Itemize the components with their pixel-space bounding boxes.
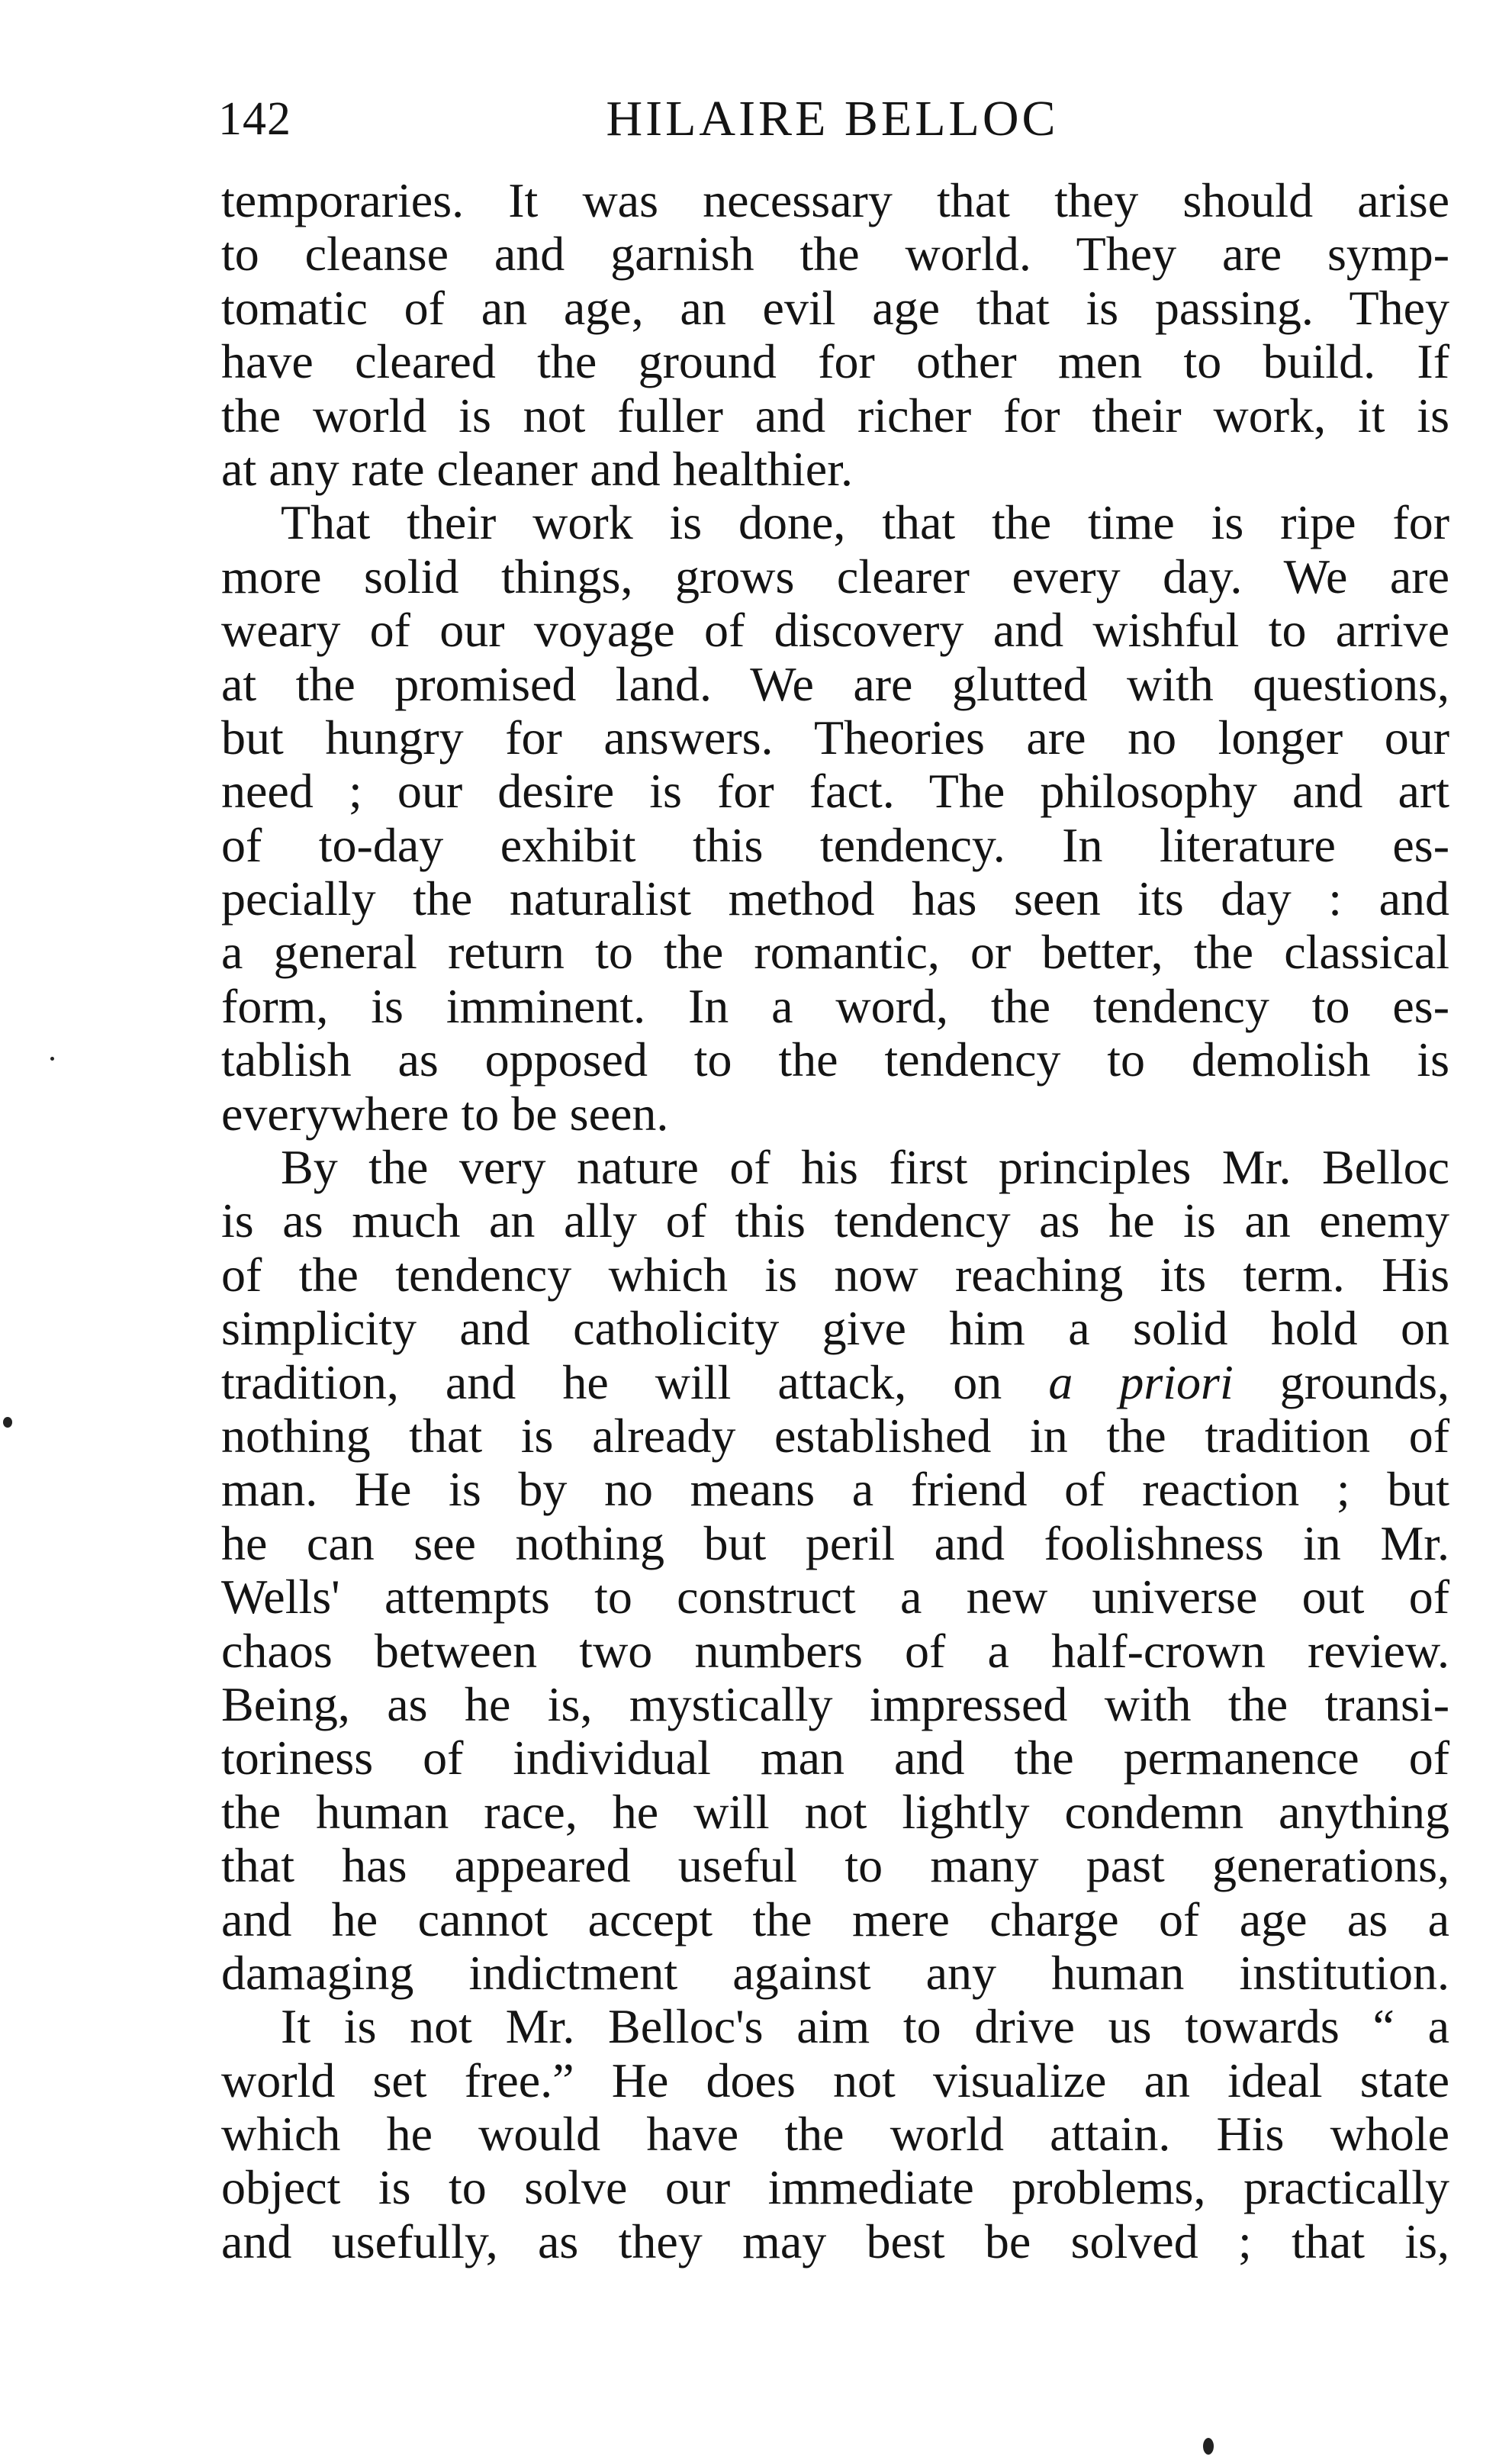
text-line: Wells' attempts to construct a new universe out of [221, 1570, 1449, 1624]
text-line: nothing that is already established in the tradition of [221, 1408, 1449, 1463]
text-line: need ; our desire is for fact. The philosophy and art [221, 764, 1449, 819]
text-line: Being, as he is, mystically impressed with the transi- [221, 1676, 1449, 1731]
page-number: 142 [218, 93, 291, 145]
page-header [218, 89, 1446, 165]
text-line: pecially the naturalist method has seen its day : and [221, 871, 1449, 926]
text-line: form, is imminent. In a word, the tendency to es- [221, 978, 1449, 1033]
text-line: more solid things, grows clearer every day. We are [221, 549, 1449, 604]
text-line: which he would have the world attain. His whole [221, 2107, 1449, 2162]
running-head: HILAIRE BELLOC [606, 91, 1059, 147]
text-line: world set free.” He does not visualize an ideal state [221, 2053, 1449, 2107]
paragraph-start-line: It is not Mr. Belloc's aim to drive us towards “ a [281, 1999, 1449, 2054]
text-line: everywhere to be seen. [221, 1086, 669, 1141]
scan-speck [1203, 2438, 1214, 2455]
text-line: and usefully, as they may best be solved ; that is, [221, 2214, 1449, 2268]
paragraph-start-line: By the very nature of his first principles Mr. Belloc [281, 1140, 1449, 1195]
text-line: and he cannot accept the mere charge of age as a [221, 1892, 1449, 1946]
line-text-before: tradition, and he will attack, on [221, 1354, 1049, 1409]
text-line: is as much an ally of this tendency as he is an enemy [221, 1193, 1449, 1248]
paragraph-start-line: That their work is done, that the time is ripe for [281, 495, 1449, 550]
text-line-with-italic [221, 1356, 1449, 1409]
text-line: toriness of individual man and the permanence of [221, 1731, 1449, 1785]
line-text-after: grounds, [1233, 1354, 1450, 1409]
text-line: object is to solve our immediate problems, practically [221, 2160, 1449, 2215]
text-line: of the tendency which is now reaching its term. His [221, 1247, 1449, 1302]
italic-phrase: a priori [1048, 1354, 1234, 1409]
text-line: damaging indictment against any human institution. [221, 1945, 1449, 2000]
text-line: simplicity and catholicity give him a solid hold on [221, 1301, 1449, 1356]
body-text [221, 174, 1449, 2268]
text-line: at any rate cleaner and healthier. [221, 441, 853, 496]
text-line: tomatic of an age, an evil age that is passing. They [221, 280, 1449, 335]
text-line: the world is not fuller and richer for their work, it is [221, 388, 1449, 443]
text-line: he can see nothing but peril and foolishness in Mr. [221, 1515, 1449, 1570]
text-line: a general return to the romantic, or better, the classical [221, 925, 1449, 980]
text-line: temporaries. It was necessary that they should arise [221, 173, 1449, 227]
text-line: man. He is by no means a friend of reaction ; but [221, 1462, 1449, 1517]
text-line: of to-day exhibit this tendency. In literature es- [221, 817, 1449, 872]
text-line: weary of our voyage of discovery and wishful to arrive [221, 603, 1449, 658]
scan-speck [3, 1417, 12, 1428]
text-line: have cleared the ground for other men to build. If [221, 334, 1449, 389]
scan-speck [50, 1057, 54, 1061]
text-line: the human race, he will not lightly condemn anything [221, 1784, 1449, 1839]
text-line: chaos between two numbers of a half-crown review. [221, 1623, 1449, 1678]
text-line: that has appeared useful to many past generations, [221, 1838, 1449, 1893]
text-line: to cleanse and garnish the world. They are symp- [221, 227, 1449, 282]
text-line: tablish as opposed to the tendency to demolish is [221, 1032, 1449, 1087]
text-line: at the promised land. We are glutted with questions, [221, 656, 1449, 711]
text-line: but hungry for answers. Theories are no longer our [221, 710, 1449, 765]
